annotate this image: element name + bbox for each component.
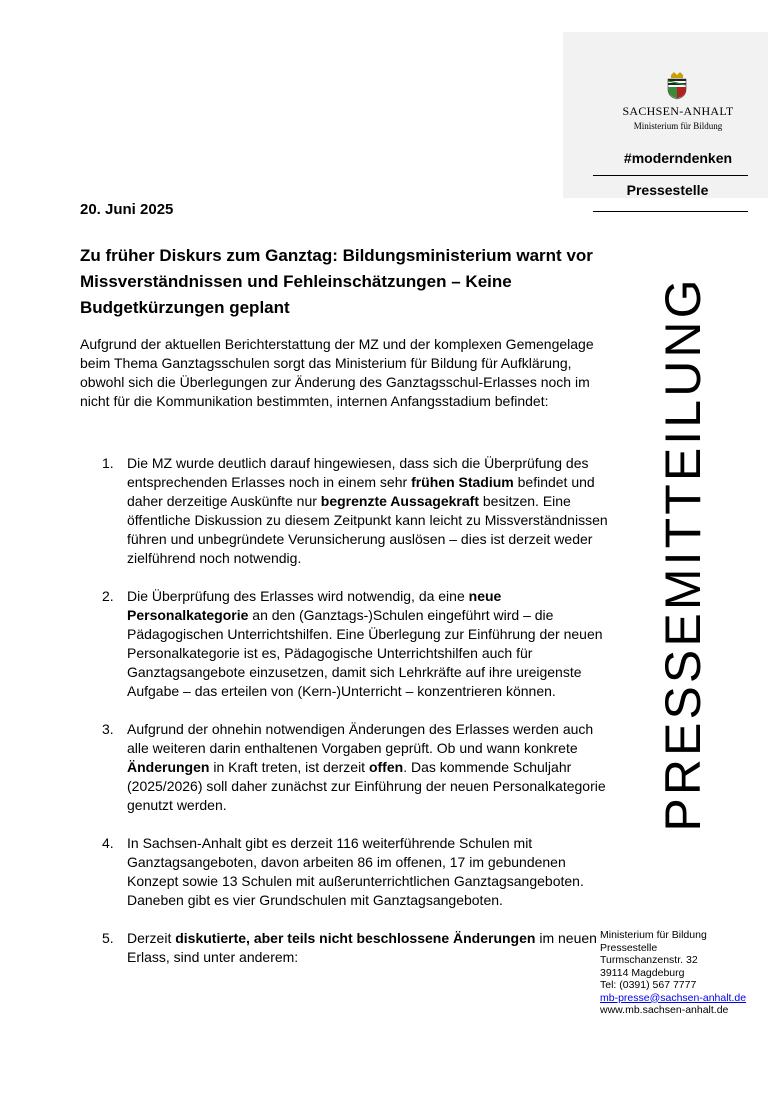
text-run: In Sachsen-Anhalt gibt es derzeit 116 weiterführende Schulen mit Ganztagsangeboten, davon arbeiten 86 im offenen, 17 im gebundenen Konzept sowie 13 Schulen mit außerunterrichtlichen Ganztagsangeboten. Daneben gibt es vier Grundschulen mit Ganztagsangeboten. xyxy=(127,835,584,908)
contact-email-link[interactable]: mb-presse@sachsen-anhalt.de xyxy=(600,991,747,1004)
text-run: im neuen Erlass, sind unter anderem: xyxy=(127,930,597,965)
contact-ministry: Ministerium für Bildung xyxy=(600,929,707,941)
release-date: 20. Juni 2025 xyxy=(80,201,174,218)
text-run: befindet und daher derzeitige Auskünfte nur xyxy=(127,474,595,509)
text-run: . Das kommende Schuljahr (2025/2026) soll daher zunächst zur Einführung der neuen Personalkategorie genutzt werden. xyxy=(127,759,606,813)
vertical-title xyxy=(657,238,709,870)
emphasis: offen xyxy=(368,759,404,775)
divider xyxy=(593,211,748,212)
vertical-title-text: PRESSEMITTEILUNG xyxy=(655,276,711,832)
list-text xyxy=(127,929,615,967)
org-subtitle: Ministerium für Bildung xyxy=(633,121,723,131)
contact-website: www.mb.sachsen-anhalt.de xyxy=(600,1004,729,1016)
list-text xyxy=(127,720,615,815)
emphasis: frühen Stadium xyxy=(411,474,514,490)
contact-city: 39114 Magdeburg xyxy=(600,966,685,979)
list-text xyxy=(127,834,615,910)
list-number: 3. xyxy=(102,721,114,737)
text-run: Aufgrund der ohnehin notwendigen Änderungen des Erlasses werden auch alle weiteren darin enthaltenen Vorgaben geprüft. Ob und wann konkrete xyxy=(127,721,594,756)
list-number: 4. xyxy=(102,835,114,851)
text-run: Derzeit xyxy=(127,930,176,946)
divider xyxy=(593,175,748,176)
coat-of-arms-icon xyxy=(666,72,688,100)
list-item xyxy=(80,720,615,815)
text-run: besitzen. Eine öffentliche Diskussion zu diesem Zeitpunkt kann leicht zu Missverständnissen führen und unbegründete Verunsicherung auslösen – dies ist derzeit weder zielführend noch notwendig. xyxy=(127,493,608,566)
list-number: 2. xyxy=(102,588,114,604)
list-text xyxy=(127,587,615,701)
text-run: Die Überprüfung des Erlasses wird notwendig, da eine xyxy=(127,588,469,604)
department-label: Pressestelle xyxy=(626,182,709,198)
emphasis: neue Personalkategorie xyxy=(127,588,502,623)
emphasis: Änderungen xyxy=(127,759,210,775)
list-item xyxy=(80,929,615,967)
numbered-list xyxy=(80,454,615,986)
contact-block xyxy=(600,929,760,1017)
text-run: in Kraft treten, ist derzeit xyxy=(209,759,369,775)
emphasis: diskutierte, aber teils nicht beschlossene Änderungen xyxy=(175,930,536,946)
contact-phone: Tel: (0391) 567 7777 xyxy=(600,979,697,991)
org-name: SACHSEN-ANHALT xyxy=(622,104,734,118)
list-item xyxy=(80,834,615,910)
emphasis: begrenzte Aussagekraft xyxy=(320,493,479,509)
headline: Zu früher Diskurs zum Ganztag: Bildungsministerium warnt vor Missverständnissen und Fehleinschätzungen – Keine Budgetkürzungen geplant xyxy=(80,246,593,317)
contact-department: Pressestelle xyxy=(600,941,658,954)
list-number: 5. xyxy=(102,930,114,946)
list-number: 1. xyxy=(102,455,114,471)
hashtag: #moderndenken xyxy=(623,150,733,166)
contact-street: Turmschanzenstr. 32 xyxy=(600,954,698,966)
list-item xyxy=(80,454,615,568)
list-item xyxy=(80,587,615,701)
text-run: Die MZ wurde deutlich darauf hingewiesen, dass sich die Überprüfung des entsprechenden Erlasses noch in einem sehr xyxy=(127,455,589,490)
list-text xyxy=(127,454,615,568)
intro-paragraph: Aufgrund der aktuellen Berichterstattung der MZ und der komplexen Gemengelage beim Thema Ganztagsschulen sorgt das Ministerium für Bildung für Aufklärung, obwohl sich die Überlegungen zur Änderung des Ganztagsschul-Erlasses noch im nicht für die Kommunikation bestimmten, internen Anfangsstadium befindet: xyxy=(80,336,594,409)
text-run: an den (Ganztags-)Schulen eingeführt wird – die Pädagogischen Unterrichtshilfen. Eine Überlegung zur Einführung der neuen Personalkategorie ist es, Pädagogische Unterrichtshilfen auch für Ganztagsangebote einzusetzen, damit sich Lehrkräfte auf ihre ureigenste Aufgabe – das erteilen von (Kern-)Unterricht – konzentrieren können. xyxy=(127,607,603,699)
